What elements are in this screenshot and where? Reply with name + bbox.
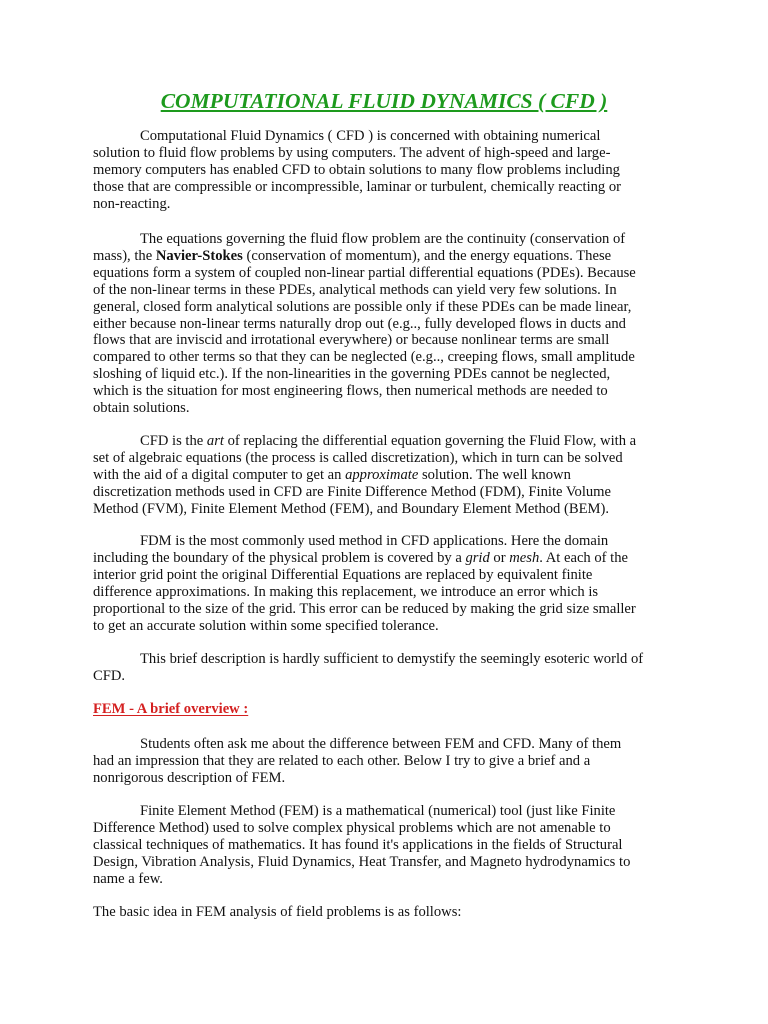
text-line: Design, Vibration Analysis, Fluid Dynamics, Heat Transfer, and Magneto hydrodynamics to [93,853,631,870]
text-line: compared to other terms so that they can be neglected (e.g.., creeping flows, small amplitude [93,349,635,366]
paragraph-fdm [93,533,693,634]
text-line: those that are compressible or incompressible, laminar or turbulent, chemically reacting or [93,178,622,195]
text-line: either because non-linear terms naturally drop out (e.g.., fully developed flows in ducts and [93,315,626,332]
text-line: general, closed form analytical solutions are possible only if these PDEs can be made linear, [93,298,632,315]
text-line: set of algebraic equations (the process is called discretization), which in turn can be solved [93,449,623,466]
text-line: FDM is the most commonly used method in CFD applications. Here the domain [140,533,609,549]
text-line: classical techniques of mathematics. It has found it's applications in the fields of Structural [93,836,623,853]
text-line: had an impression that they are related to each other. Below I try to give a brief and a [93,752,591,769]
paragraph-cfd-art [93,433,693,518]
section-heading-fem: FEM - A brief overview : [93,701,249,717]
mesh-term: mesh [509,549,540,566]
text-line: The basic idea in FEM analysis of field problems is as follows: [93,904,462,920]
paragraph-intro [93,128,693,213]
art-term: art [206,433,224,449]
text-line: Students often ask me about the difference between FEM and CFD. Many of them [140,736,622,752]
text-line: obtain solutions. [93,400,190,417]
paragraph-equations [93,231,693,417]
paragraph-basic-idea [93,904,693,921]
text-line: Computational Fluid Dynamics ( CFD ) is concerned with obtaining numerical [140,128,601,144]
text-line: equations form a system of coupled non-linear partial differential equations (PDEs). Because [93,264,636,281]
approximate-term: approximate [345,466,419,483]
text-line: CFD. [93,667,126,684]
text-line: solution to fluid flow problems by using computers. The advent of high-speed and large- [93,144,611,161]
text-line: Difference Method) used to solve complex physical problems which are not amenable to [93,819,611,836]
text-line: The equations governing the fluid flow problem are the continuity (conservation of [140,231,626,247]
paragraph-fem-definition [93,803,693,888]
text-line: This brief description is hardly sufficient to demystify the seemingly esoteric world of [140,651,644,667]
text-line: including the boundary of the physical problem is covered by a grid or mesh. At each of the [93,549,628,566]
text-line: sloshing of liquid etc.). If the non-linearities in the governing PDEs cannot be neglected, [93,366,611,383]
text-line: non-reacting. [93,195,171,212]
text-line: name a few. [93,870,163,887]
text-line: to get an accurate solution within some specified tolerance. [93,617,439,634]
text-line: of the non-linear terms in these PDEs, analytical methods can yield very few solutions. In [93,281,617,298]
text-line: interior grid point the original Differential Equations are replaced by equivalent finite [93,566,593,583]
text-line: nonrigorous description of FEM. [93,769,286,786]
paragraph-brief [93,651,693,685]
text-line: CFD is the art of replacing the differential equation governing the Fluid Flow, with a [140,433,637,449]
text-line: discretization methods used in CFD are Finite Difference Method (FDM), Finite Volume [93,483,611,500]
text-line: proportional to the size of the grid. This error can be reduced by making the grid size smaller [93,600,636,617]
page-title: COMPUTATIONAL FLUID DYNAMICS ( CFD ) [160,89,608,113]
text-line: Method (FVM), Finite Element Method (FEM), and Boundary Element Method (BEM). [93,500,609,517]
navier-stokes-term: Navier-Stokes [155,247,243,264]
text-line: with the aid of a digital computer to get an approximate solution. The well known [93,466,571,483]
text-line: difference approximations. In making this replacement, we introduce an error which is [93,583,599,600]
text-line: mass), the Navier-Stokes (conservation of momentum), and the energy equations. These [93,247,612,264]
grid-term: grid [465,549,490,566]
text-line: memory computers has enabled CFD to obtain solutions to many flow problems including [93,161,620,178]
paragraph-students [93,736,693,787]
text-line: Finite Element Method (FEM) is a mathematical (numerical) tool (just like Finite [140,803,616,819]
text-line: flows that are inviscid and irrotational everywhere) or because nonlinear terms are small [93,332,610,349]
text-line: which is the situation for most engineering flows, then numerical methods are needed to [93,383,608,400]
